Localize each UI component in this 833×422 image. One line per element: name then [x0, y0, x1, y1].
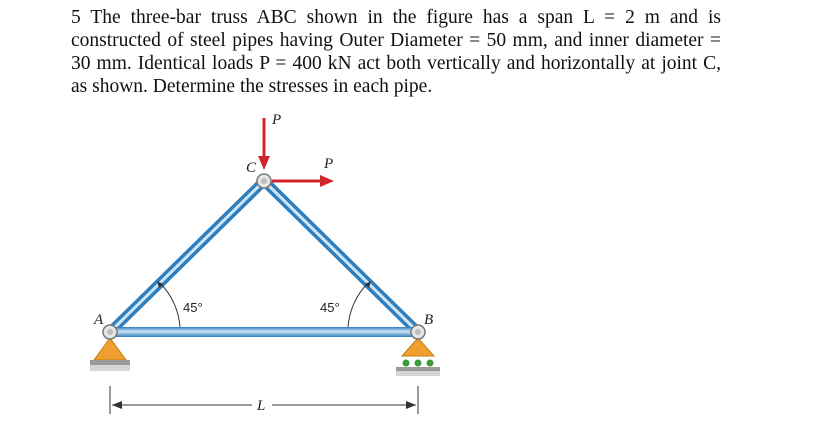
span-label: L [257, 398, 266, 414]
joint-c-label: C [246, 160, 257, 176]
member-ab [110, 327, 418, 337]
load-horizontal-label: P [324, 156, 334, 172]
load-vertical-label: P [272, 112, 282, 128]
support-a [90, 338, 130, 371]
pin-b [411, 325, 425, 339]
pin-a [103, 325, 117, 339]
angle-b-label: 45° [320, 300, 340, 315]
member-bc [264, 181, 418, 332]
load-vertical-arrow [258, 118, 270, 170]
angle-a-label: 45° [183, 300, 203, 315]
problem-number: 5 [71, 7, 81, 28]
problem-text: The three-bar truss ABC shown in the figure has a span L = 2 m and is constructed of steel pipes having Outer Diameter = 50 mm, and inner diameter = 30 mm. Identical loads P = 400 kN act both vertically and horizontally at joint C, as shown. Determine the stresses in each pipe. [71, 7, 721, 97]
joint-b-label: B [424, 312, 434, 328]
joint-a-label: A [94, 312, 104, 328]
support-b [396, 338, 440, 376]
pin-c [257, 174, 271, 188]
load-horizontal-arrow [272, 175, 334, 187]
